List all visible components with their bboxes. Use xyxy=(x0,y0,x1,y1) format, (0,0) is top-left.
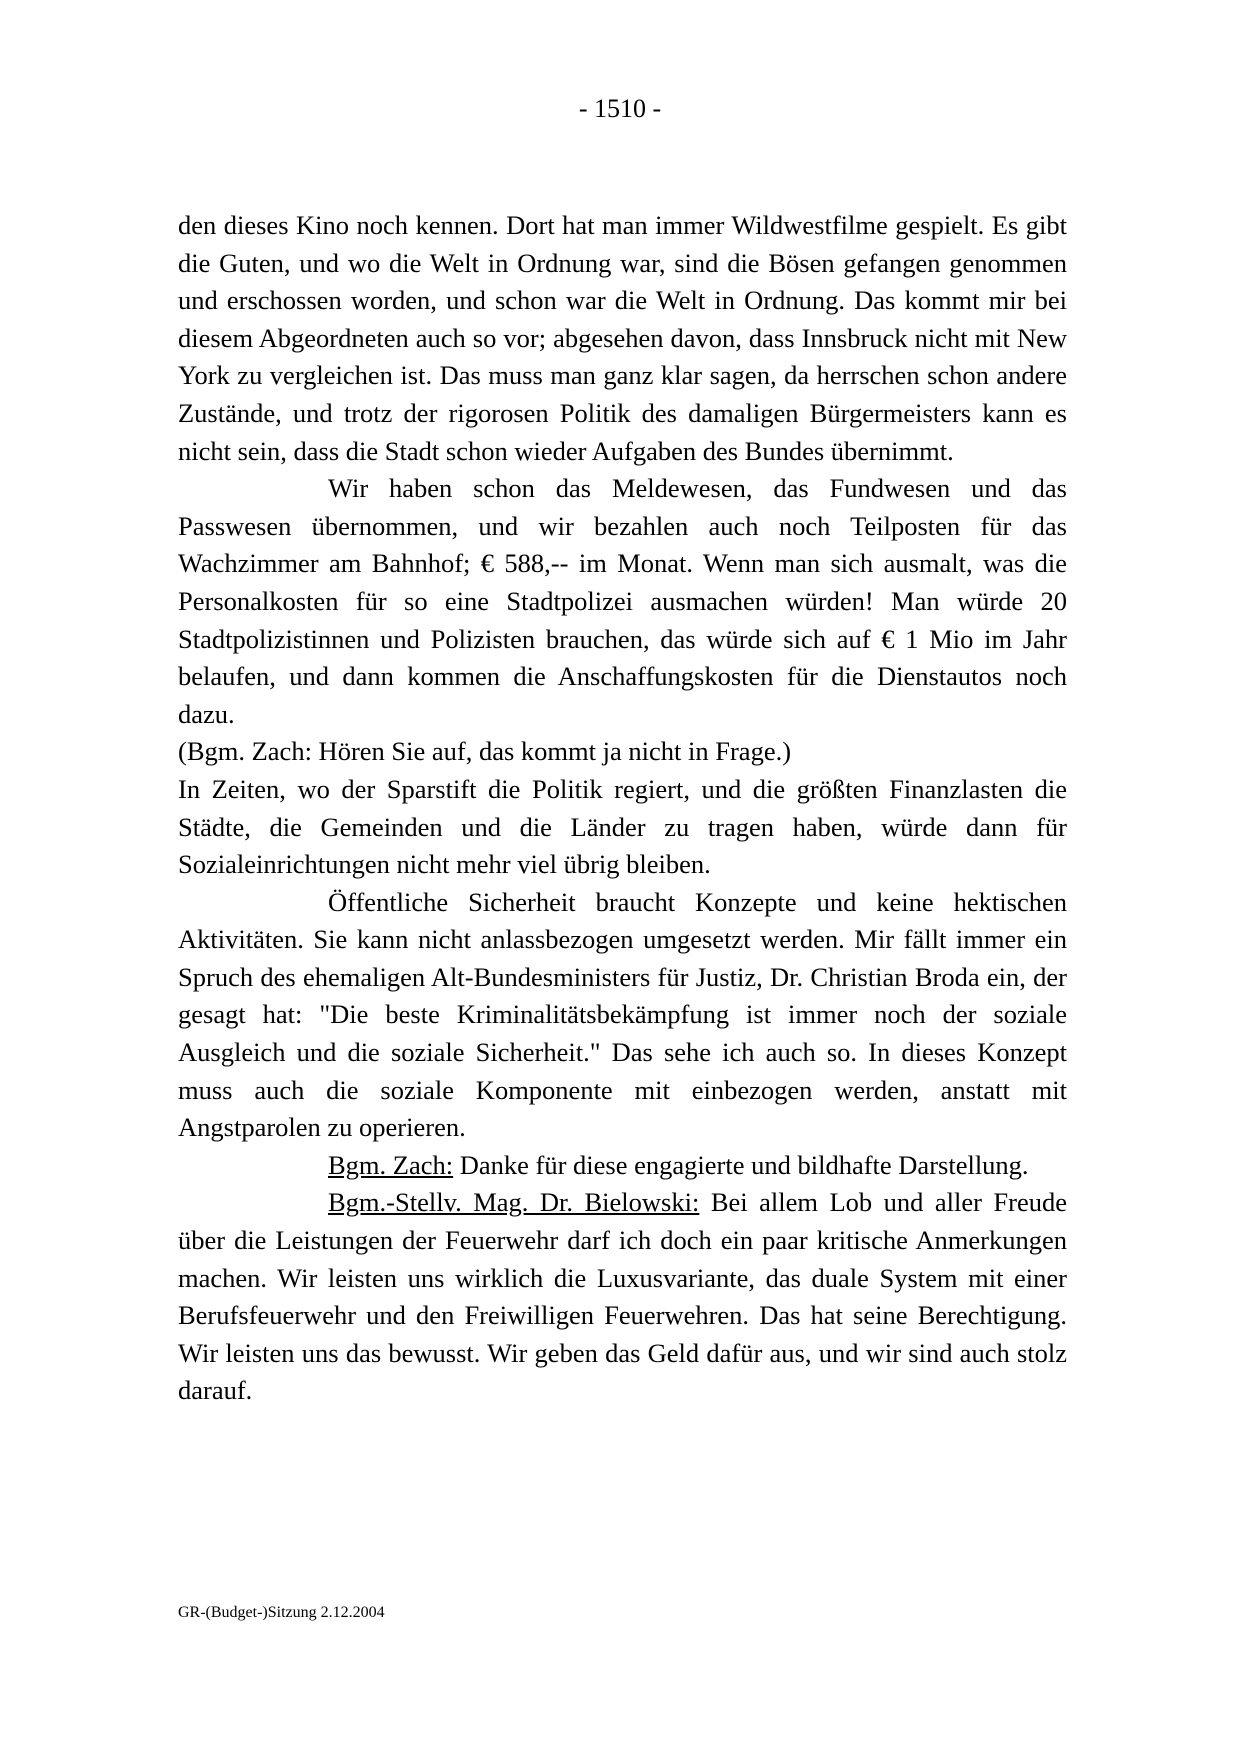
document-body xyxy=(178,207,1067,1410)
speaker-name: Bgm.-Stellv. Mag. Dr. Bielowski: xyxy=(328,1187,700,1218)
paragraph-4: In Zeiten, wo der Sparstift die Politik regiert, und die größten Finanzlasten die Städte, die Gemeinden und die Länder zu tragen haben, würde dann für Sozialeinrichtungen nicht mehr viel übrig bleiben. xyxy=(178,773,1067,880)
paragraph-7 xyxy=(178,1184,1067,1410)
speaker-name: Bgm. Zach: xyxy=(328,1149,454,1180)
footer-session-label: GR-(Budget-)Sitzung 2.12.2004 xyxy=(178,1604,385,1621)
interjection: (Bgm. Zach: Hören Sie auf, das kommt ja nicht in Frage.) xyxy=(178,736,792,767)
speech-text: Danke für diese engagierte und bildhafte Darstellung. xyxy=(453,1149,1029,1180)
paragraph-6 xyxy=(178,1147,1067,1185)
paragraph-2: Wir haben schon das Meldewesen, das Fundwesen und das Passwesen übernommen, und wir bezahlen auch noch Teilposten für das Wachzimmer am Bahnhof; € 588,-- im Monat. Wenn man sich ausmalt, was die Personalkosten für so eine Stadtpolizei ausmachen würden! Man würde 20 Stadtpolizistinnen und Polizisten brauchen, das würde sich auf € 1 Mio im Jahr belaufen, und dann kommen die Anschaffungskosten für die Dienstautos noch dazu. xyxy=(178,473,1067,729)
paragraph-5: Öffentliche Sicherheit braucht Konzepte und keine hektischen Aktivitäten. Sie kann nicht anlassbezogen umgesetzt werden. Mir fällt immer ein Spruch des ehemaligen Alt-Bundesministers für Justiz, Dr. Christian Broda ein, der gesagt hat: "Die beste Kriminalitätsbekämpfung ist immer noch der soziale Ausgleich und die soziale Sicherheit." Das sehe ich auch so. In dieses Konzept muss auch die soziale Komponente mit einbezogen werden, anstatt mit Angstparolen zu operieren. xyxy=(178,886,1067,1143)
paragraph-1: den dieses Kino noch kennen. Dort hat man immer Wildwestfilme gespielt. Es gibt die Guten, und wo die Welt in Ordnung war, sind die Bösen gefangen genommen und erschossen worden, und schon war die Welt in Ordnung. Das kommt mir bei diesem Abgeordneten auch so vor; abgesehen davon, dass Innsbruck nicht mit New York zu vergleichen ist. Das muss man ganz klar sagen, da herrschen schon andere Zustände, und trotz der rigorosen Politik des damaligen Bürgermeisters kann es nicht sein, dass die Stadt schon wieder Aufgaben des Bundes übernimmt. xyxy=(178,210,1067,466)
speech-text: Bei allem Lob und aller Freude über die Leistungen der Feuerwehr darf ich doch ein paar kritische Anmerkungen machen. Wir leisten uns wirklich die Luxusvariante, das duale System mit einer Berufsfeuerwehr und den Freiwilligen Feuerwehren. Das hat seine Berechtigung. Wir leisten uns das bewusst. Wir geben das Geld dafür aus, und wir sind auch stolz darauf. xyxy=(178,1187,1067,1406)
page-number: - 1510 - xyxy=(578,94,662,123)
